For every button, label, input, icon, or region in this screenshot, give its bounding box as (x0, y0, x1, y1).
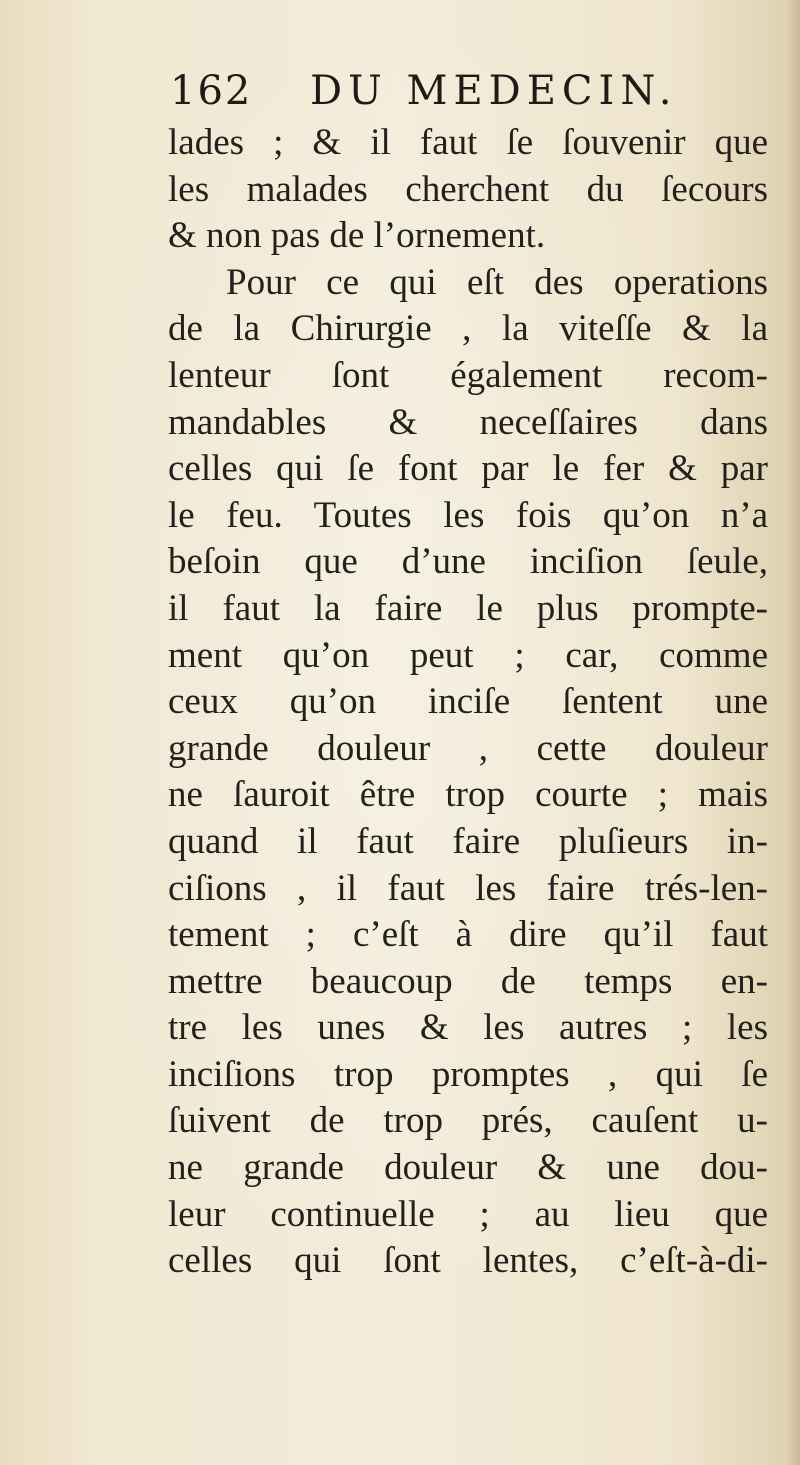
text-line: ciſions , il faut les faire trés-len- (168, 867, 768, 909)
running-title: DU MEDECIN. (310, 68, 678, 114)
text-line: tre les unes & les autres ; les (168, 1007, 768, 1049)
body-text (168, 120, 768, 1285)
text-line: leur continuelle ; au lieu que (168, 1193, 768, 1235)
text-line: les malades cherchent du ſecours (168, 168, 768, 210)
text-line: celles qui ſont lentes, c’eſt-à-di- (168, 1240, 768, 1282)
text-line: grande douleur , cette douleur (168, 727, 768, 769)
text-line: ment qu’on peut ; car, comme (168, 634, 768, 676)
text-line: mettre beaucoup de temps en- (168, 960, 768, 1002)
text-line: quand il faut faire pluſieurs in- (168, 820, 768, 862)
text-line: ne grande douleur & une dou- (168, 1147, 768, 1189)
text-line: Pour ce qui eſt des operations (226, 261, 768, 303)
text-line: de la Chirurgie , la viteſſe & la (168, 308, 768, 350)
text-line: & non pas de l’ornement. (168, 215, 546, 257)
text-line: celles qui ſe font par le fer & par (168, 448, 768, 490)
page-edge-shadow (786, 0, 800, 1465)
text-line: le feu. Toutes les fois qu’on n’a (168, 494, 768, 536)
text-line: tement ; c’eſt à dire qu’il faut (168, 914, 768, 956)
text-line: ne ſauroit être trop courte ; mais (168, 774, 768, 816)
page-number: 162 (170, 68, 253, 114)
text-line: ſuivent de trop prés, cauſent u- (168, 1100, 768, 1142)
text-line: lades ; & il faut ſe ſouvenir que (168, 122, 768, 163)
text-line: mandables & neceſſaires dans (168, 401, 768, 443)
text-line: ceux qu’on inciſe ſentent une (168, 681, 768, 723)
text-line: lenteur ſont également recom- (168, 354, 768, 396)
text-line: inciſions trop promptes , qui ſe (168, 1053, 768, 1095)
running-head (170, 68, 770, 124)
text-line: beſoin que d’une inciſion ſeule, (168, 541, 768, 583)
text-line: il faut la faire le plus prompte- (168, 587, 768, 629)
